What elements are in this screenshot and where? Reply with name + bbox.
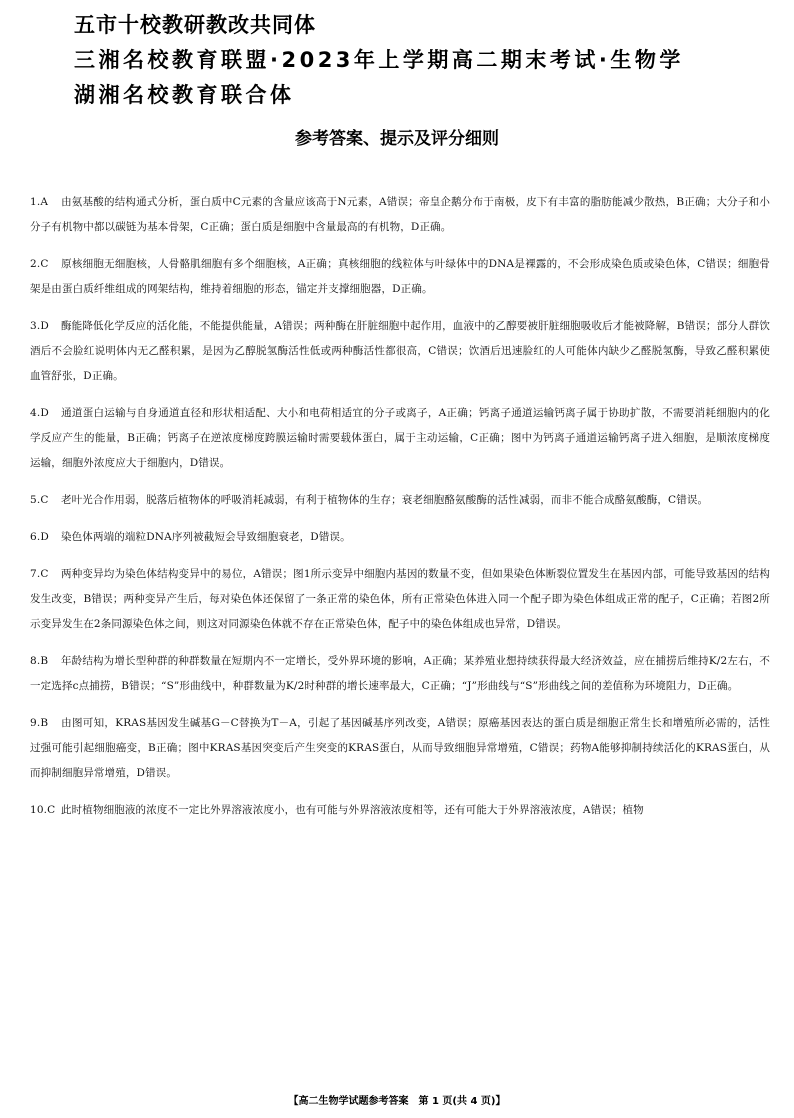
answer-item: [30, 525, 770, 550]
answer-item: [30, 252, 770, 302]
answer-number: 1.A: [30, 196, 49, 208]
answer-item: [30, 711, 770, 786]
answer-item: [30, 649, 770, 699]
answer-explanation: 两种变异均为染色体结构变异中的易位，A错误；图1所示变异中细胞内基因的数量不变，但如果染色体断裂位置发生在基因内部，可能导致基因的结构发生改变，B错误；两种变异产生后，每对染色体还保留了一条正常的染色体，所有正常染色体进入同一个配子即为染色体组成正常的配子，C正确；若图2所示变异发生在2条同源染色体之间，则这对同源染色体就不存在正常染色体，配子中的染色体组成也异常，D错误。: [30, 568, 770, 630]
answer-explanation: 由氨基酸的结构通式分析，蛋白质中C元素的含量应该高于N元素，A错误；帝皇企鹅分布于南极，皮下有丰富的脂肪能减少散热，B正确；大分子和小分子有机物中都以碳链为基本骨架，C正确；蛋白质是细胞中含量最高的有机物，D正确。: [30, 196, 770, 233]
answer-number: 3.D: [30, 320, 49, 332]
page-footer: 【高二生物学试题参考答案 第 1 页(共 4 页)】: [288, 1096, 506, 1107]
header-line-2: 三湘名校教育联盟·2023年上学期高二期末考试·生物学: [74, 48, 684, 72]
answer-explanation: 酶能降低化学反应的活化能，不能提供能量，A错误；两种酶在肝脏细胞中起作用，血液中的乙醇要被肝脏细胞吸收后才能被降解，B错误；部分人群饮酒后不会脸红说明体内无乙醛积累，是因为乙醇脱氢酶活性低或两种酶活性都很高，C错误；饮酒后迅速脸红的人可能体内缺少乙醛脱氢酶，导致乙醛积累使血管舒张，D正确。: [30, 320, 770, 382]
answer-item: [30, 488, 770, 513]
answer-number: 6.D: [30, 531, 49, 543]
answer-explanation: 此时植物细胞液的浓度不一定比外界溶液浓度小，也有可能与外界溶液浓度相等，还有可能大于外界溶液浓度，A错误；植物: [61, 804, 644, 816]
answer-explanation: 年龄结构为增长型种群的种群数量在短期内不一定增长，受外界环境的影响，A正确；某养殖业想持续获得最大经济效益，应在捕捞后维持K/2左右，不一定选择c点捕捞，B错误；“S”形曲线中，种群数量为K/2时种群的增长速率最大，C正确；“J”形曲线与“S”形曲线之间的差值称为环境阻力，D正确。: [30, 655, 770, 692]
answer-item: [30, 798, 770, 823]
answer-list: [30, 190, 770, 835]
document-header: [74, 8, 774, 113]
answer-item: [30, 190, 770, 240]
answer-explanation: 老叶光合作用弱，脱落后植物体的呼吸消耗减弱，有利于植物体的生存；衰老细胞酪氨酸酶的活性减弱，而非不能合成酪氨酸酶，C错误。: [61, 494, 709, 506]
answer-explanation: 通道蛋白运输与自身通道直径和形状相适配、大小和电荷相适宜的分子或离子，A正确；钙离子通道运输钙离子属于协助扩散，不需要消耗细胞内的化学反应产生的能量，B正确；钙离子在逆浓度梯度跨膜运输时需要载体蛋白，属于主动运输，C正确；图中为钙离子通道运输钙离子进入细胞，是顺浓度梯度运输，细胞外浓度应大于细胞内，D错误。: [30, 407, 770, 469]
header-line-3: 湖湘名校教育联合体: [74, 83, 295, 107]
answer-item: [30, 562, 770, 637]
answer-number: 7.C: [30, 568, 49, 580]
answer-explanation: 由图可知，KRAS基因发生碱基G－C替换为T－A，引起了基因碱基序列改变，A错误；原癌基因表达的蛋白质是细胞正常生长和增殖所必需的，活性过强可能引起细胞癌变，B正确；图中KRAS基因突变后产生突变的KRAS蛋白，从而导致细胞异常增殖，C错误；药物A能够抑制持续活化的KRAS蛋白，从而抑制细胞异常增殖，D错误。: [30, 717, 770, 779]
header-line-1: 五市十校教研教改共同体: [74, 13, 316, 37]
answer-item: [30, 401, 770, 476]
answer-number: 5.C: [30, 494, 49, 506]
page-subtitle: 参考答案、提示及评分细则: [295, 129, 499, 149]
answer-number: 2.C: [30, 258, 49, 270]
answer-number: 8.B: [30, 655, 49, 667]
answer-number: 10.C: [30, 804, 56, 816]
answer-item: [30, 314, 770, 389]
answer-explanation: 染色体两端的端粒DNA序列被截短会导致细胞衰老，D错误。: [61, 531, 351, 543]
answer-explanation: 原核细胞无细胞核，人骨骼肌细胞有多个细胞核，A正确；真核细胞的线粒体与叶绿体中的DNA是裸露的，不会形成染色质或染色体，C错误；细胞骨架是由蛋白质纤维组成的网架结构，维持着细胞的形态，锚定并支撑细胞器，D正确。: [30, 258, 770, 295]
answer-number: 4.D: [30, 407, 49, 419]
answer-number: 9.B: [30, 717, 49, 729]
